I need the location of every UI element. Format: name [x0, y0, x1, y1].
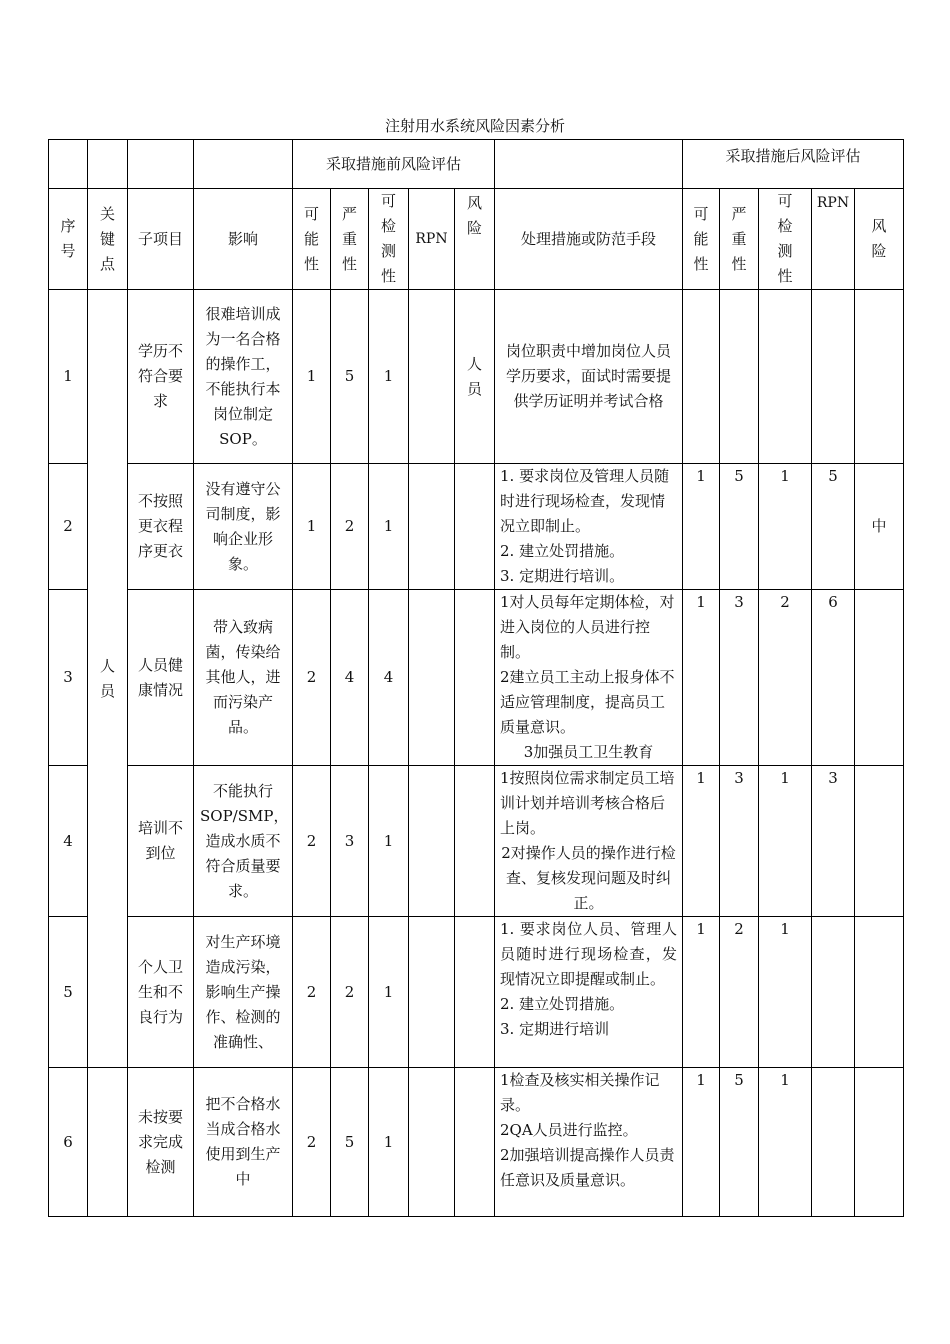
- row-pre-risk: [455, 1068, 495, 1217]
- row-measures: 1按照岗位需求制定员工培训计划并培训考核合格后上岗。 2对操作人员的操作进行检查、复核发现问题及时纠正。: [495, 766, 683, 917]
- post-severity-header: 严重性: [731, 204, 747, 273]
- row-sub-item: 未按要求完成检测: [128, 1068, 194, 1217]
- risk-analysis-table: [48, 139, 904, 1217]
- row-pre-risk: [455, 464, 495, 590]
- row-pre-rpn: [409, 1068, 455, 1217]
- table-row: [49, 917, 904, 1068]
- group-header-row: [49, 140, 904, 189]
- row-post-rpn: [812, 917, 855, 1068]
- table-row: [49, 766, 904, 917]
- row-post-risk: [855, 917, 904, 1068]
- effect-header: 影响: [194, 189, 293, 290]
- measures-header: 处理措施或防范手段: [495, 189, 683, 290]
- seq-header: 序号: [60, 217, 76, 260]
- row-pre-possibility: 2: [293, 917, 331, 1068]
- row-pre-possibility: 2: [293, 1068, 331, 1217]
- post-risk-header: 风险: [871, 217, 887, 260]
- table-row: [49, 290, 904, 464]
- row-pre-risk: [455, 590, 495, 766]
- row-post-possibility: 1: [683, 1068, 720, 1217]
- row-pre-detectability: 4: [369, 590, 409, 766]
- row-pre-severity: 3: [331, 766, 369, 917]
- row-seq: 2: [49, 464, 88, 590]
- row-post-rpn: [812, 290, 855, 464]
- row-seq: 5: [49, 917, 88, 1068]
- row-seq: 6: [49, 1068, 88, 1217]
- row-pre-risk: [455, 766, 495, 917]
- row-seq: 1: [49, 290, 88, 464]
- row-seq: 3: [49, 590, 88, 766]
- row-effect: 带入致病菌，传染给其他人，进而污染产品。: [194, 590, 293, 766]
- row-pre-risk: 人员: [467, 354, 483, 398]
- row-sub-item: 个人卫生和不良行为: [128, 917, 194, 1068]
- row-pre-detectability: 1: [369, 766, 409, 917]
- post-rpn-header: RPN: [812, 189, 855, 290]
- row-post-possibility: 1: [683, 590, 720, 766]
- row-post-severity: 3: [720, 590, 759, 766]
- post-measure-header: 采取措施后风险评估: [683, 140, 904, 189]
- row-pre-rpn: [409, 766, 455, 917]
- pre-possibility-header: 可能性: [304, 204, 320, 273]
- row-pre-rpn: [409, 290, 455, 464]
- table-row: [49, 464, 904, 590]
- sub-item-header: 子项目: [138, 229, 184, 248]
- row-sub-item: 人员健康情况: [128, 590, 194, 766]
- row-sub-item: 学历不符合要求: [128, 290, 194, 464]
- row-pre-rpn: [409, 590, 455, 766]
- row-measures: 岗位职责中增加岗位人员学历要求，面试时需要提供学历证明并考试合格: [495, 290, 683, 464]
- row-post-severity: [720, 290, 759, 464]
- row-pre-rpn: [409, 917, 455, 1068]
- row-post-possibility: 1: [683, 766, 720, 917]
- row-pre-detectability: 1: [369, 290, 409, 464]
- row-post-possibility: 1: [683, 917, 720, 1068]
- row-measures: 1检查及核实相关操作记录。 2QA人员进行监控。 2加强培训提高操作人员责任意识及质量意识。: [495, 1068, 683, 1217]
- row-effect: 把不合格水当成合格水使用到生产中: [194, 1068, 293, 1217]
- pre-measure-header: 采取措施前风险评估: [293, 140, 495, 189]
- row-post-detectability: 1: [759, 464, 812, 590]
- row-post-risk: [855, 1068, 904, 1217]
- row-pre-severity: 5: [331, 290, 369, 464]
- row-measures: 1. 要求岗位人员、管理人员随时进行现场检查，发现情况立即提醒或制止。 2. 建立处罚措施。 3. 定期进行培训: [495, 917, 683, 1068]
- table-row: [49, 1068, 904, 1217]
- row-post-detectability: 1: [759, 1068, 812, 1217]
- row-pre-possibility: 1: [293, 464, 331, 590]
- pre-risk-header: 风险: [467, 194, 483, 237]
- row-pre-detectability: 1: [369, 917, 409, 1068]
- post-possibility-header: 可能性: [693, 204, 709, 273]
- pre-rpn-header: RPN: [409, 189, 455, 290]
- page-title: 注射用水系统风险因素分析: [384, 117, 565, 135]
- row-post-possibility: [683, 290, 720, 464]
- pre-severity-header: 严重性: [342, 204, 358, 273]
- key-point-cell: 人员: [100, 656, 116, 700]
- row-post-severity: 2: [720, 917, 759, 1068]
- row-pre-detectability: 1: [369, 1068, 409, 1217]
- row-post-rpn: 3: [812, 766, 855, 917]
- row-post-risk: [855, 766, 904, 917]
- row-post-detectability: 1: [759, 917, 812, 1068]
- row-post-severity: 5: [720, 464, 759, 590]
- row-post-possibility: 1: [683, 464, 720, 590]
- row-measures: 1. 要求岗位及管理人员随时进行现场检查，发现情况立即制止。 2. 建立处罚措施。 3. 定期进行培训。: [495, 464, 683, 590]
- row-post-rpn: [812, 1068, 855, 1217]
- row-effect: 没有遵守公司制度，影响企业形象。: [194, 464, 293, 590]
- key-point-header: 关键点: [100, 204, 116, 273]
- row-pre-possibility: 2: [293, 590, 331, 766]
- row-seq: 4: [49, 766, 88, 917]
- row-pre-severity: 5: [331, 1068, 369, 1217]
- row-pre-severity: 4: [331, 590, 369, 766]
- row-effect: 对生产环境造成污染，影响生产操作、检测的准确性、: [194, 917, 293, 1068]
- row-post-risk: 中: [855, 464, 904, 590]
- row-pre-possibility: 1: [293, 290, 331, 464]
- row-post-rpn: 6: [812, 590, 855, 766]
- row-pre-detectability: 1: [369, 464, 409, 590]
- row-pre-severity: 2: [331, 917, 369, 1068]
- row-sub-item: 不按照更衣程序更衣: [128, 464, 194, 590]
- row-pre-risk: [455, 917, 495, 1068]
- table-row: [49, 590, 904, 766]
- row-effect: 很难培训成为一名合格的操作工，不能执行本岗位制定SOP。: [194, 290, 293, 464]
- row-post-detectability: 2: [759, 590, 812, 766]
- row-post-detectability: 1: [759, 766, 812, 917]
- row-post-risk: [855, 590, 904, 766]
- row-post-detectability: [759, 290, 812, 464]
- row-post-severity: 5: [720, 1068, 759, 1217]
- column-header-row: [49, 189, 904, 290]
- row-post-rpn: 5: [812, 464, 855, 590]
- row-post-severity: 3: [720, 766, 759, 917]
- pre-detectability-header: 可检测性: [381, 192, 397, 285]
- row-pre-severity: 2: [331, 464, 369, 590]
- row-effect: 不能执行SOP/SMP，造成水质不符合质量要求。: [194, 766, 293, 917]
- row-post-risk: [855, 290, 904, 464]
- row-sub-item: 培训不到位: [128, 766, 194, 917]
- row-measures: 1对人员每年定期体检，对进入岗位的人员进行控制。 2建立员工主动上报身体不适应管理制度，提高员工质量意识。 3加强员工卫生教育: [495, 590, 683, 766]
- post-detectability-header: 可检测性: [777, 192, 793, 285]
- row-pre-possibility: 2: [293, 766, 331, 917]
- row-pre-rpn: [409, 464, 455, 590]
